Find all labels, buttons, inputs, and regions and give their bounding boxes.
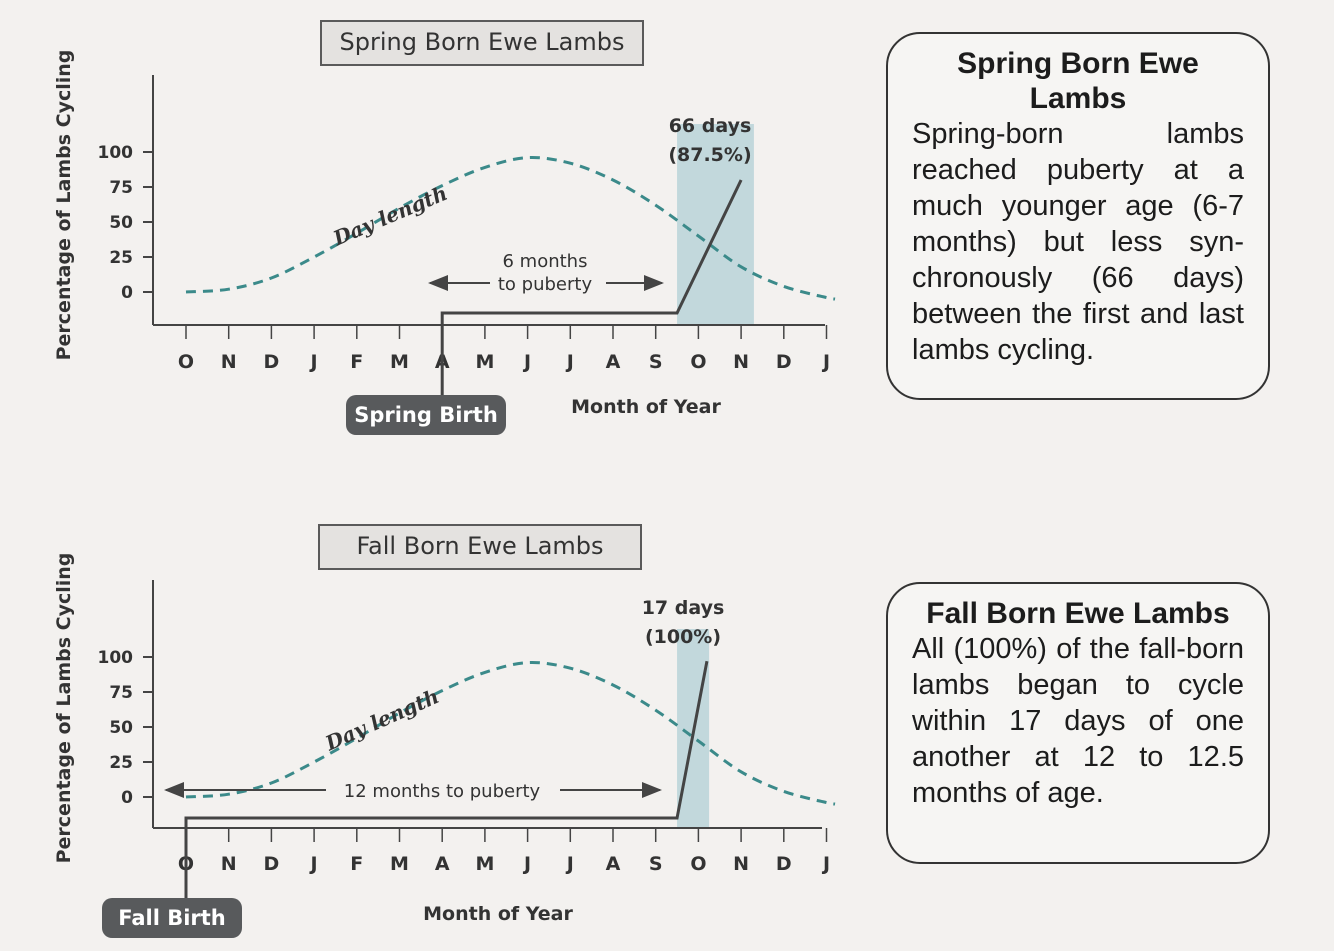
x-tick-label: O [177,351,195,373]
fall-info-heading: Fall Born Ewe Lambs [926,597,1230,630]
y-tick-label: 0 [121,283,133,303]
x-tick-label: D [263,351,280,373]
x-tick-label: J [566,351,574,373]
x-tick-label: A [605,853,621,875]
interval-label: 12 months to puberty [343,781,541,802]
x-tick-label: J [524,351,532,373]
interval-label-line1: 6 months [502,251,588,272]
spring-info-body: Spring-born lambs reached puberty at a much younger age (6-7 months) but less syn-chronously (66 days) between the first and last lambs cycling. [912,118,1244,366]
fall-chart [0,500,880,951]
y-tick-label: 50 [109,213,133,233]
x-tick-label: M [390,351,409,373]
x-tick-label: J [310,351,318,373]
fall-birth-badge: Fall Birth [102,898,242,938]
x-tick-label: M [475,853,495,875]
day-length-label: Day length [321,683,443,756]
y-tick-label: 0 [121,788,133,808]
x-tick-label: N [220,351,237,373]
x-tick-label: S [648,351,663,373]
x-tick-label: A [605,351,621,373]
spring-info-panel [886,32,1270,400]
x-tick-label: J [822,853,831,875]
x-tick-label: O [177,853,195,875]
y-tick-label: 50 [109,718,133,738]
x-tick-label: F [350,853,364,875]
x-tick-label: A [434,853,450,875]
x-axis-title: Month of Year [423,903,573,925]
band-label-line2: (87.5%) [668,144,752,166]
band-label-line1: 17 days [641,597,725,619]
x-tick-label: N [733,853,750,875]
x-tick-label: D [263,853,280,875]
fall-info-panel [886,582,1270,864]
y-tick-label: 75 [109,683,133,703]
y-tick-label: 75 [109,178,133,198]
x-tick-label: J [822,351,831,373]
day-length-label: Day length [329,180,451,251]
x-axis-title: Month of Year [571,396,721,418]
interval-label-line2: to puberty [497,274,593,295]
band-label-line1: 66 days [668,115,752,137]
x-tick-label: N [733,351,750,373]
x-tick-label: S [648,853,663,875]
band-label-line2: (100%) [644,626,722,648]
x-tick-label: D [775,351,792,373]
y-axis-title: Percentage of Lambs Cycling [53,552,75,864]
y-tick-label: 100 [97,143,133,163]
x-tick-label: F [350,351,364,373]
x-tick-label: O [690,351,707,373]
y-tick-label: 100 [97,648,133,668]
x-tick-label: N [220,853,237,875]
x-tick-label: M [390,853,409,875]
fall-chart-title: Fall Born Ewe Lambs [318,524,642,570]
spring-birth-badge: Spring Birth [346,395,506,435]
y-tick-label: 25 [109,248,133,268]
spring-chart-title: Spring Born Ewe Lambs [320,20,644,66]
x-tick-label: J [310,853,318,875]
x-tick-label: A [434,351,450,373]
x-tick-label: J [524,853,532,875]
x-tick-label: J [566,853,574,875]
fall-info-body: All (100%) of the fall-born lambs began to cycle within 17 days of one another at 12 to 12.5 months of age. [912,633,1244,809]
y-tick-label: 25 [109,753,133,773]
x-tick-label: O [690,853,707,875]
y-axis-title: Percentage of Lambs Cycling [53,49,75,361]
spring-info-heading: Spring Born Ewe Lambs [957,47,1199,115]
x-tick-label: M [475,351,495,373]
x-tick-label: D [775,853,792,875]
